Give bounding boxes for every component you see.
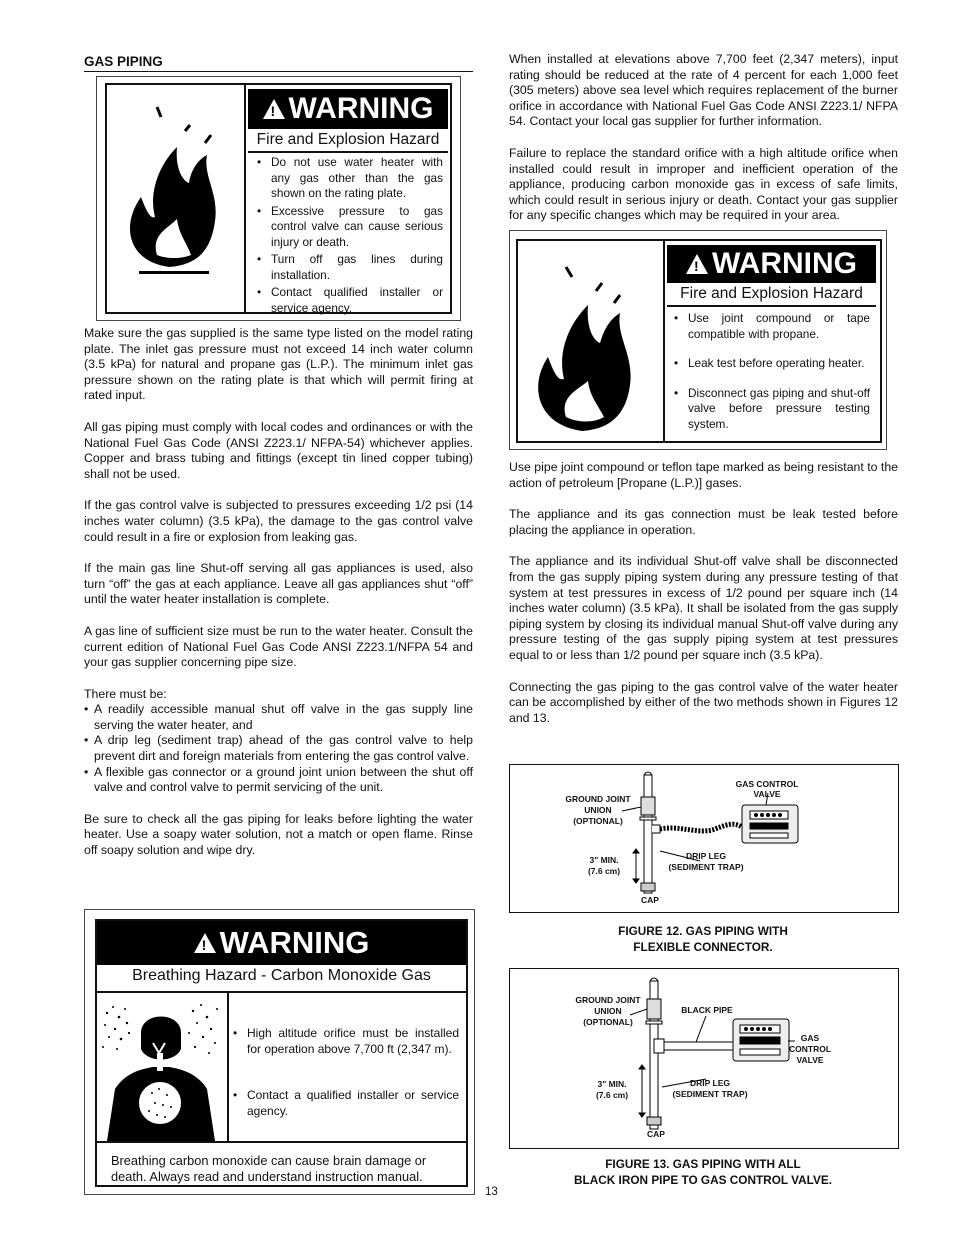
label-min-cm: (7.6 cm) [587,866,621,876]
warning-triangle-icon: ! [686,254,708,274]
label-gas-control: GAS CONTROL [735,779,799,789]
warning-item: • Excessive pressure to gas control valve can cause serious injury or death. [257,204,443,251]
list-item: • A drip leg (sediment trap) ahead of the gas control valve to help prevent dirt and foreign materials from entering the gas control valve. [84,733,473,764]
warning-fire-explosion-1 [96,76,461,321]
list-item: • A flexible gas connector or a ground joint union between the shut off valve and control valve to permit servicing of the unit. [84,765,473,796]
left-column [84,54,473,78]
co-person-icon [97,993,229,1141]
warning-triangle-icon: ! [263,99,285,119]
label-union: UNION [594,1006,622,1016]
label-min: 3" MIN. [589,855,619,865]
label-control: CONTROL [788,1044,832,1054]
warning-triangle-icon: ! [194,933,216,953]
paragraph: All gas piping must comply with local codes and ordinances or with the National Fuel Gas Code (ANSI Z223.1/ NFPA-54) whichever applies. Copper and brass tubing and fittings (except tin lined copper tubing) shall not be used. [84,419,473,481]
warning-fire-explosion-2 [509,230,887,450]
figure-13 [509,968,899,1149]
label-cap: CAP [647,1129,665,1139]
warning-carbon-monoxide [84,909,475,1195]
label-sediment-trap: (SEDIMENT TRAP) [668,862,744,872]
label-black-pipe: BLACK PIPE [681,1005,733,1015]
warning-item: • Use joint compound or tape compatible with propane. [674,311,870,342]
figure-12 [509,764,899,913]
paragraph: If the gas control valve is subjected to pressures exceeding 1/2 psi (14 inches water column) (3.5 kPa), the damage to the gas control valve could result in a fire or explosion from leaking gas. [84,498,473,544]
list-item: • A readily accessible manual shut off valve in the gas supply line serving the water heater, and [84,702,473,733]
warning-list [257,155,443,318]
warning-item: • High altitude orifice must be installed for operation above 7,700 ft (2,347 m). [233,1025,459,1057]
figure-13-diagram [510,969,898,1148]
label-ground-joint: GROUND JOINT [565,794,631,804]
label-min: 3" MIN. [597,1079,627,1089]
paragraph: Failure to replace the standard orifice with a high altitude orifice when installed could result in improper and inefficient operation of the appliance, producing carbon monoxide gas in excess of safe limits, which could result in serious injury or death. Contact your gas supplier for any specific changes which may be required in your area. [509,145,898,223]
warning-item: • Leak test before operating heater. [674,356,870,372]
warning-item: • Turn off gas lines during installation. [257,252,443,283]
paragraph: When installed at elevations above 7,700 feet (2,347 meters), input rating should be reduced at the rate of 4 percent for each 1,000 feet (305 meters) above sea level which requires replacement of the burner orifice in accordance with National Fuel Gas Code ANSI Z223.1/ NFPA 54. Contact your local gas supplier for further information. [509,52,898,129]
left-body [84,326,473,875]
figure-12-caption: FIGURE 12. GAS PIPING WITH FLEXIBLE CONNECTOR. [618,924,788,954]
paragraph: The appliance and its individual Shut-off valve shall be disconnected from the gas supply piping system during any pressure testing of that system at test pressures in excess of 1/2 pound per square inch (14 inches water column) (3.5 kPa). It shall be isolated from the gas supply piping system by closing its individual manual Shut-off valve during any pressure testing of the gas supply piping system at test pressures equal to or less than 1/2 pound per square inch (3.5 kPa). [509,554,898,662]
paragraph: Use pipe joint compound or teflon tape marked as being resistant to the action of petroleum [Propane (L.P.)] gases. [509,460,898,490]
there-must-be: There must be: [84,686,167,701]
label-drip-leg: DRIP LEG [690,1078,730,1088]
label-sediment-trap: (SEDIMENT TRAP) [672,1089,748,1099]
right-body-bottom [509,460,898,742]
paragraph: Connecting the gas piping to the gas control valve of the water heater can be accomplished by either of the two methods shown in Figures 12 and 13. [509,679,898,725]
paragraph: The appliance and its gas connection must be leak tested before placing the appliance in operation. [509,507,898,537]
label-ground-joint: GROUND JOINT [575,995,641,1005]
section-title: GAS PIPING [84,54,473,72]
figure-13-caption: FIGURE 13. GAS PIPING WITH ALL BLACK IRON PIPE TO GAS CONTROL VALVE. [573,1157,833,1187]
paragraph: A gas line of sufficient size must be run to the water heater. Consult the current edition of National Fuel Gas Code ANSI Z223.1/NFPA 54 and your gas supplier concerning pipe size. [84,623,473,670]
requirements-list [84,702,473,796]
warning-list [674,311,870,434]
label-optional: (OPTIONAL) [583,1017,633,1027]
hazard-title: Breathing Hazard - Carbon Monoxide Gas [97,967,466,993]
label-drip-leg: DRIP LEG [686,851,726,861]
warning-footer: Breathing carbon monoxide can cause brain damage or death. Always read and understand instruction manual. [97,1141,466,1185]
label-valve: VALVE [796,1055,824,1065]
label-gas: GAS [800,1033,820,1043]
warning-item: • Contact qualified installer or service agency. [257,285,443,316]
label-valve: VALVE [753,789,781,799]
label-optional: (OPTIONAL) [573,816,623,826]
warning-banner: ! WARNING [667,245,876,283]
warning-banner: ! WARNING [248,89,448,129]
label-cap: CAP [641,895,659,905]
warning-item: • Disconnect gas piping and shut-off valve before pressure testing system. [674,386,870,433]
right-body-top [509,52,898,240]
page-number: 13 [485,1186,498,1198]
paragraph: If the main gas line Shut-off serving all gas appliances is used, also turn “off” the gas at each appliance. Leave all gas appliances shut “off” until the water heater installation is complete. [84,561,473,607]
hazard-title: Fire and Explosion Hazard [667,285,876,307]
label-min-cm: (7.6 cm) [595,1090,629,1100]
paragraph: Make sure the gas supplied is the same type listed on the model rating plate. The inlet gas pressure must not exceed 14 inch water column (3.5 kPa) for natural and propane gas (L.P.). The minimum inlet gas pressure shown on the rating plate is that which will permit firing at rated input. [84,326,473,403]
warning-item: • Contact a qualified installer or service agency. [233,1087,459,1119]
warning-item: • Do not use water heater with any gas other than the gas shown on the rating plate. [257,155,443,202]
paragraph: Be sure to check all the gas piping for leaks before lighting the water heater. Use a soapy water solution, not a match or open flame. Rinse off soapy solution and wipe dry. [84,811,473,858]
figure-12-diagram [510,765,898,912]
label-union: UNION [584,805,612,815]
warning-list [233,1025,459,1121]
flame-icon [518,241,665,441]
flame-icon [107,85,246,312]
hazard-title: Fire and Explosion Hazard [248,131,448,153]
warning-banner: ! WARNING [97,921,466,965]
